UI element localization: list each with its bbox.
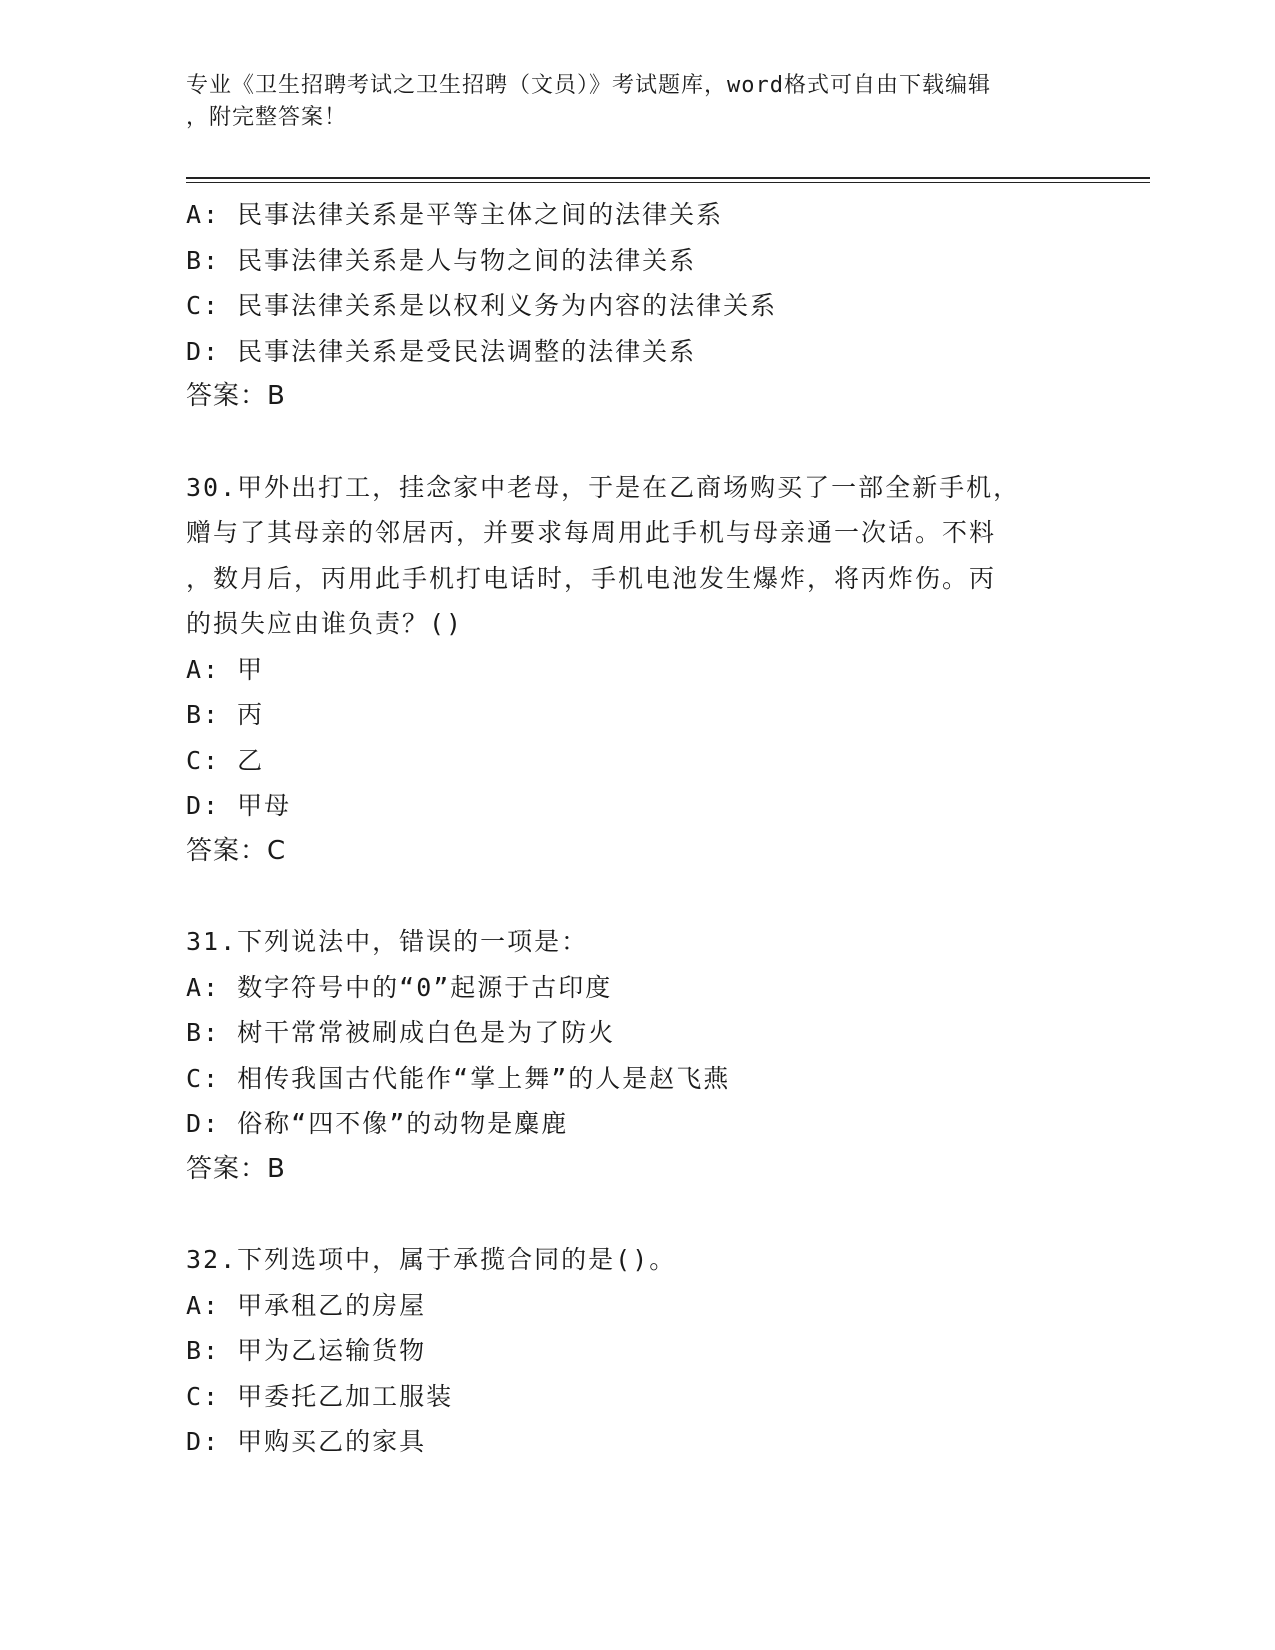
question-block-31 [186, 919, 1086, 1192]
header-divider-thin [186, 182, 1150, 183]
spacer [186, 874, 1086, 919]
option-a: A: 民事法律关系是平等主体之间的法律关系 [186, 200, 724, 229]
option-d: D: 俗称“四不像”的动物是麋鹿 [186, 1109, 569, 1138]
question-content [186, 192, 1086, 1465]
option-c: C: 相传我国古代能作“掌上舞”的人是赵飞燕 [186, 1063, 731, 1093]
option-b: B: 甲为乙运输货物 [186, 1336, 427, 1365]
question-stem: 32.下列选项中，属于承揽合同的是()。 [186, 1245, 677, 1274]
question-stem-line: ，数月后，丙用此手机打电话时，手机电池发生爆炸，将丙炸伤。丙 [186, 563, 997, 593]
question-stem-line: 的损失应由谁负责？() [186, 609, 464, 638]
option-b: B: 民事法律关系是人与物之间的法律关系 [186, 245, 697, 275]
answer-line: 答案：C [186, 835, 287, 866]
document-header [186, 70, 1066, 134]
option-d: D: 甲购买乙的家具 [186, 1427, 427, 1456]
spacer [186, 1192, 1086, 1237]
answer-line: 答案：B [186, 381, 286, 411]
question-block-32 [186, 1237, 1086, 1465]
answer-line: 答案：B [186, 1153, 286, 1184]
header-line-1: 专业《卫生招聘考试之卫生招聘（文员）》考试题库，word格式可自由下载编辑 [186, 73, 991, 98]
option-a: A: 数字符号中的“0”起源于古印度 [186, 972, 613, 1002]
option-c: C: 民事法律关系是以权利义务为内容的法律关系 [186, 291, 778, 320]
header-divider-thick [186, 177, 1150, 179]
option-d: D: 甲母 [186, 791, 292, 820]
spacer [186, 420, 1086, 465]
option-c: C: 甲委托乙加工服装 [186, 1381, 454, 1411]
option-b: B: 树干常常被刷成白色是为了防火 [186, 1018, 616, 1047]
question-stem: 31.下列说法中，错误的一项是： [186, 927, 589, 956]
option-c: C: 乙 [186, 745, 265, 775]
question-block-prev [186, 192, 1086, 420]
option-a: A: 甲 [186, 654, 265, 684]
question-stem-line: 30.甲外出打工，挂念家中老母，于是在乙商场购买了一部全新手机， [186, 472, 1021, 502]
question-block-30 [186, 465, 1086, 875]
option-d: D: 民事法律关系是受民法调整的法律关系 [186, 336, 697, 366]
option-b: B: 丙 [186, 700, 265, 729]
option-a: A: 甲承租乙的房屋 [186, 1290, 427, 1320]
question-stem-line: 赠与了其母亲的邻居丙，并要求每周用此手机与母亲通一次话。不料 [186, 518, 997, 547]
header-line-2: ，附完整答案！ [186, 105, 348, 130]
